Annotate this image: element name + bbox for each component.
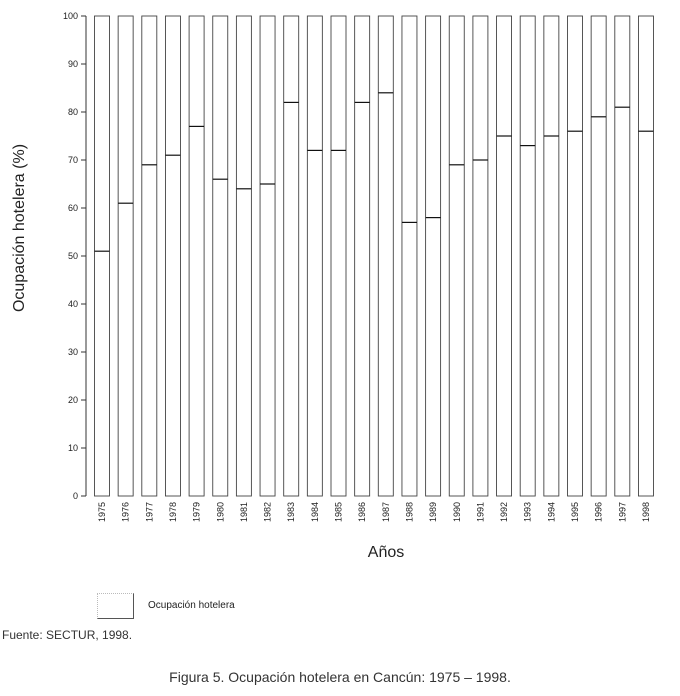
x-tick-label: 1975	[97, 502, 107, 523]
y-axis-title: Ocupación hotelera (%)	[11, 143, 28, 313]
x-tick-label: 1984	[309, 502, 320, 523]
legend-swatch	[97, 593, 134, 619]
bar	[236, 16, 251, 496]
x-tick-label: 1980	[215, 502, 226, 523]
bar	[260, 16, 275, 496]
x-axis-title: Años	[367, 544, 405, 561]
y-tick-label: 100	[62, 11, 78, 21]
x-tick-label: 1993	[522, 502, 533, 523]
y-tick-label: 30	[67, 347, 78, 357]
bar-frame	[331, 16, 346, 496]
bar-frame	[378, 16, 393, 496]
bar-frame	[142, 16, 157, 496]
x-tick-label: 1990	[451, 502, 462, 523]
bar-frame	[449, 16, 464, 496]
x-tick-label: 1994	[546, 502, 557, 523]
bar-frame	[638, 16, 653, 496]
bar	[142, 16, 157, 496]
bar	[591, 16, 606, 496]
y-tick-label: 40	[67, 299, 78, 309]
y-axis	[63, 11, 86, 501]
bar-frame	[213, 16, 228, 496]
bar	[638, 16, 653, 496]
bar-frame	[568, 16, 583, 496]
x-tick-label: 1997	[617, 502, 628, 523]
y-tick-label: 80	[67, 107, 78, 117]
bars	[95, 16, 654, 496]
bar	[213, 16, 228, 496]
y-tick-label: 0	[72, 491, 78, 501]
bar	[449, 16, 464, 496]
x-tick-label: 1977	[144, 502, 155, 523]
bar-frame	[284, 16, 299, 496]
bar-frame	[189, 16, 204, 496]
bar-frame	[402, 16, 417, 496]
bar	[473, 16, 488, 496]
bar	[331, 16, 346, 496]
x-tick-label: 1983	[286, 502, 297, 523]
bar-frame	[615, 16, 630, 496]
bar	[355, 16, 370, 496]
bar	[118, 16, 133, 496]
y-tick-label: 70	[67, 155, 78, 165]
bar	[165, 16, 180, 496]
bar-frame	[118, 16, 133, 496]
bar	[520, 16, 535, 496]
x-tick-label: 1986	[357, 502, 368, 523]
bar-frame	[473, 16, 488, 496]
x-tick-label: 1985	[333, 502, 344, 523]
bar	[615, 16, 630, 496]
bar	[189, 16, 204, 496]
x-tick-label: 1987	[380, 502, 391, 523]
x-tick-label: 1989	[428, 502, 439, 523]
x-tick-label: 1988	[404, 502, 415, 523]
x-tick-label: 1996	[593, 502, 604, 523]
bar-frame	[165, 16, 180, 496]
legend-label: Ocupación hotelera	[148, 600, 235, 611]
x-tick-label: 1979	[191, 502, 202, 523]
bar-frame	[95, 16, 110, 496]
y-tick-label: 60	[67, 203, 78, 213]
bar-frame	[544, 16, 559, 496]
bar	[402, 16, 417, 496]
x-tick-label: 1978	[167, 502, 178, 523]
x-tick-label: 1991	[475, 502, 486, 523]
x-tick-label: 1995	[570, 502, 580, 523]
x-tick-label: 1982	[262, 502, 273, 523]
bar	[497, 16, 512, 496]
x-tick-label: 1998	[640, 502, 651, 523]
bar-frame	[591, 16, 606, 496]
bar-frame	[520, 16, 535, 496]
bar-frame	[307, 16, 322, 496]
source-note: Fuente: SECTUR, 1998.	[2, 628, 133, 642]
x-tick-label: 1976	[120, 502, 131, 523]
y-tick-label: 50	[67, 251, 78, 261]
bar	[544, 16, 559, 496]
bar-frame	[497, 16, 512, 496]
bar-frame	[355, 16, 370, 496]
bar	[568, 16, 583, 496]
x-axis-ticks	[97, 502, 651, 522]
y-tick-label: 10	[67, 443, 78, 453]
bar-frame	[260, 16, 275, 496]
x-tick-label: 1981	[238, 502, 249, 523]
bar	[426, 16, 441, 496]
y-tick-label: 20	[67, 395, 78, 405]
x-tick-label: 1992	[499, 502, 510, 523]
bar	[307, 16, 322, 496]
bar	[95, 16, 110, 496]
bar-frame	[236, 16, 251, 496]
bar	[284, 16, 299, 496]
y-tick-label: 90	[67, 59, 78, 69]
bar	[378, 16, 393, 496]
bar-frame	[426, 16, 441, 496]
figure-caption: Figura 5. Ocupación hotelera en Cancún: 1975 – 1998.	[169, 669, 511, 685]
